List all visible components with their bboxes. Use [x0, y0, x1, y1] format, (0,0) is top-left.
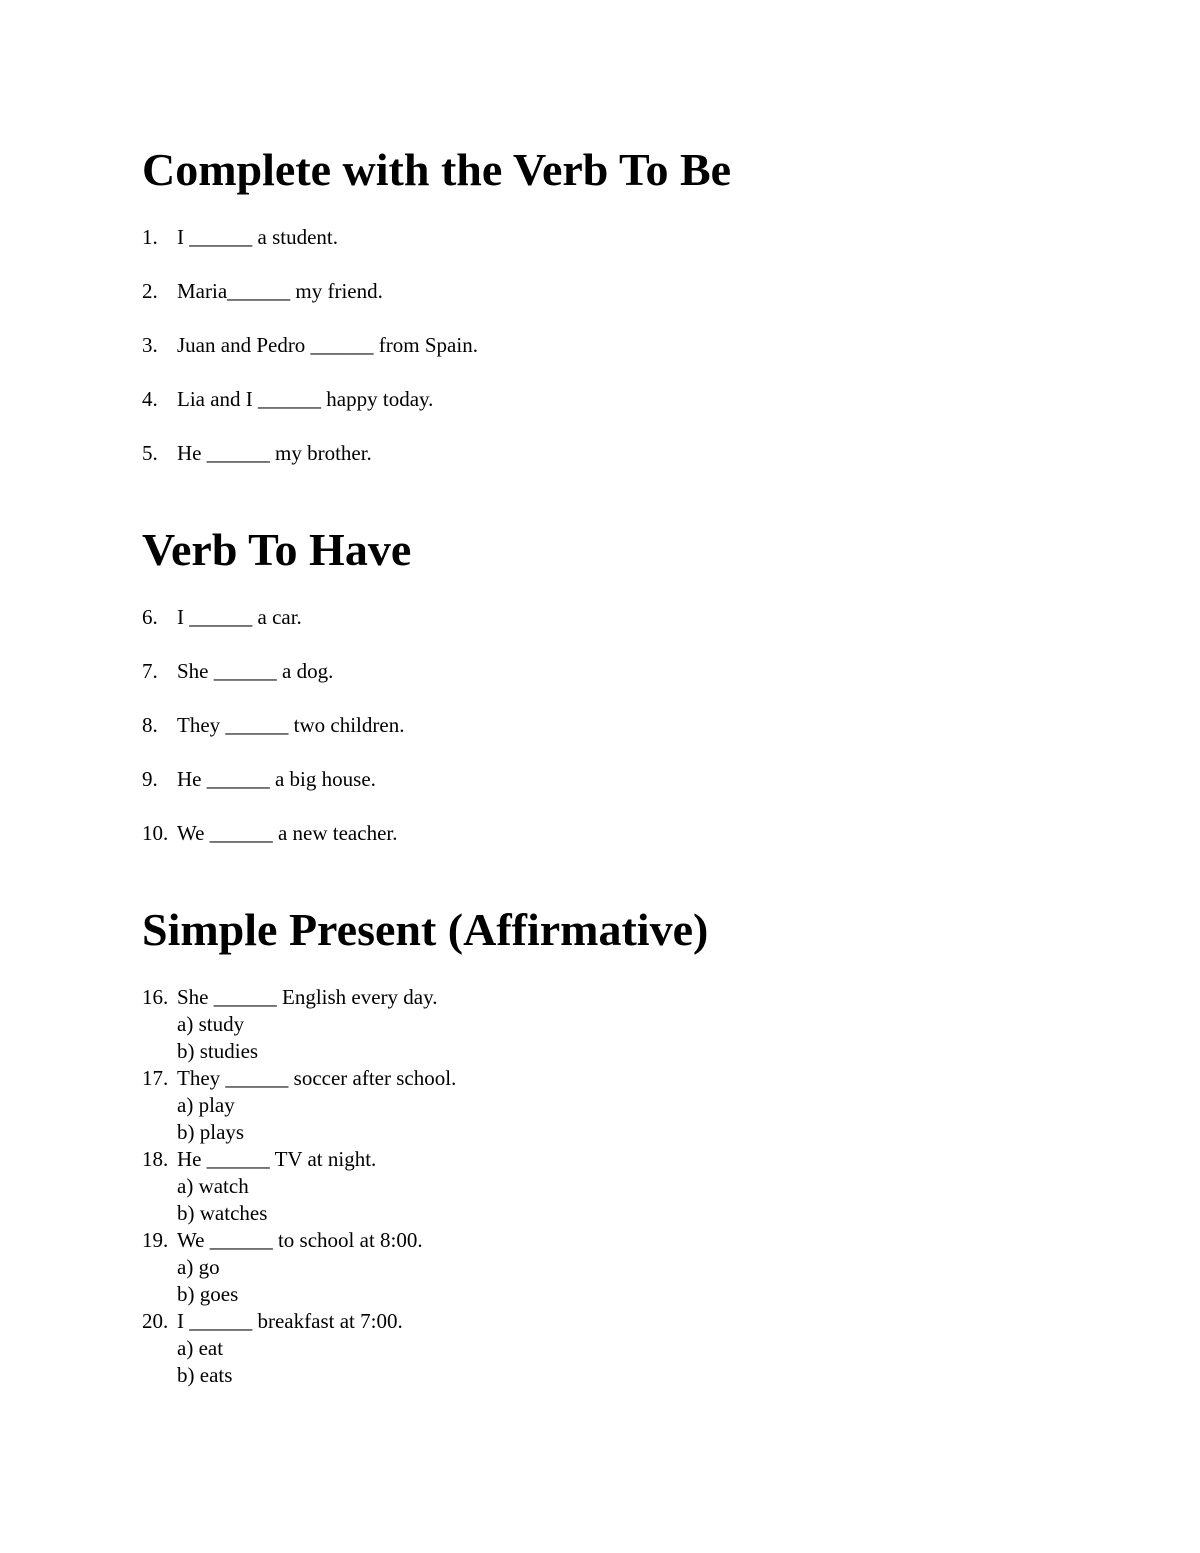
- list-item: [142, 1065, 1042, 1146]
- list-item: [142, 712, 1042, 739]
- item-number: 17.: [142, 1066, 169, 1090]
- option-a: a) play: [177, 1093, 235, 1117]
- item-number: 2.: [142, 279, 158, 303]
- item-text: I ______ a student.: [177, 225, 338, 249]
- item-number: 6.: [142, 605, 158, 629]
- item-number: 1.: [142, 225, 158, 249]
- item-number: 19.: [142, 1228, 169, 1252]
- item-number: 3.: [142, 333, 158, 357]
- item-text: We ______ a new teacher.: [177, 821, 398, 845]
- list-item: [142, 1146, 1042, 1227]
- item-text: We ______ to school at 8:00.: [177, 1228, 423, 1252]
- item-number: 8.: [142, 713, 158, 737]
- item-number: 16.: [142, 985, 169, 1009]
- item-text: Lia and I ______ happy today.: [177, 387, 434, 411]
- item-text: They ______ soccer after school.: [177, 1066, 457, 1090]
- item-text: She ______ a dog.: [177, 659, 334, 683]
- list-item: [142, 224, 1042, 251]
- exercise-list: [142, 224, 1042, 467]
- list-item: [142, 820, 1042, 847]
- option-a: a) go: [177, 1255, 220, 1279]
- item-text: I ______ breakfast at 7:00.: [177, 1309, 403, 1333]
- item-number: 5.: [142, 441, 158, 465]
- item-text: He ______ a big house.: [177, 767, 376, 791]
- exercise-list: [142, 604, 1042, 847]
- option-b: b) eats: [177, 1363, 233, 1387]
- item-number: 10.: [142, 821, 169, 845]
- list-item: [142, 386, 1042, 413]
- list-item: [142, 766, 1042, 793]
- item-number: 7.: [142, 659, 158, 683]
- list-item: [142, 604, 1042, 631]
- section-title: Verb To Have: [142, 524, 412, 575]
- item-number: 4.: [142, 387, 158, 411]
- item-text: He ______ TV at night.: [177, 1147, 377, 1171]
- option-a: a) study: [177, 1012, 245, 1036]
- list-item: [142, 440, 1042, 467]
- item-text: They ______ two children.: [177, 713, 405, 737]
- option-a: a) eat: [177, 1336, 224, 1360]
- section-verb-to-be: [142, 142, 1042, 494]
- section-simple-present: [142, 902, 1042, 1389]
- list-item: [142, 1308, 1042, 1389]
- list-item: [142, 984, 1042, 1065]
- exercise-list: [142, 984, 1042, 1389]
- option-b: b) plays: [177, 1120, 245, 1144]
- item-text: Juan and Pedro ______ from Spain.: [177, 333, 478, 357]
- item-number: 9.: [142, 767, 158, 791]
- item-number: 18.: [142, 1147, 169, 1171]
- item-text: Maria______ my friend.: [177, 279, 383, 303]
- item-number: 20.: [142, 1309, 169, 1333]
- item-text: He ______ my brother.: [177, 441, 372, 465]
- option-b: b) studies: [177, 1039, 259, 1063]
- option-a: a) watch: [177, 1174, 249, 1198]
- section-verb-to-have: [142, 522, 1042, 874]
- section-title: Complete with the Verb To Be: [142, 144, 732, 195]
- section-title: Simple Present (Affirmative): [142, 904, 709, 955]
- list-item: [142, 332, 1042, 359]
- option-b: b) goes: [177, 1282, 239, 1306]
- list-item: [142, 658, 1042, 685]
- item-text: I ______ a car.: [177, 605, 302, 629]
- option-b: b) watches: [177, 1201, 268, 1225]
- list-item: [142, 1227, 1042, 1308]
- list-item: [142, 278, 1042, 305]
- item-text: She ______ English every day.: [177, 985, 438, 1009]
